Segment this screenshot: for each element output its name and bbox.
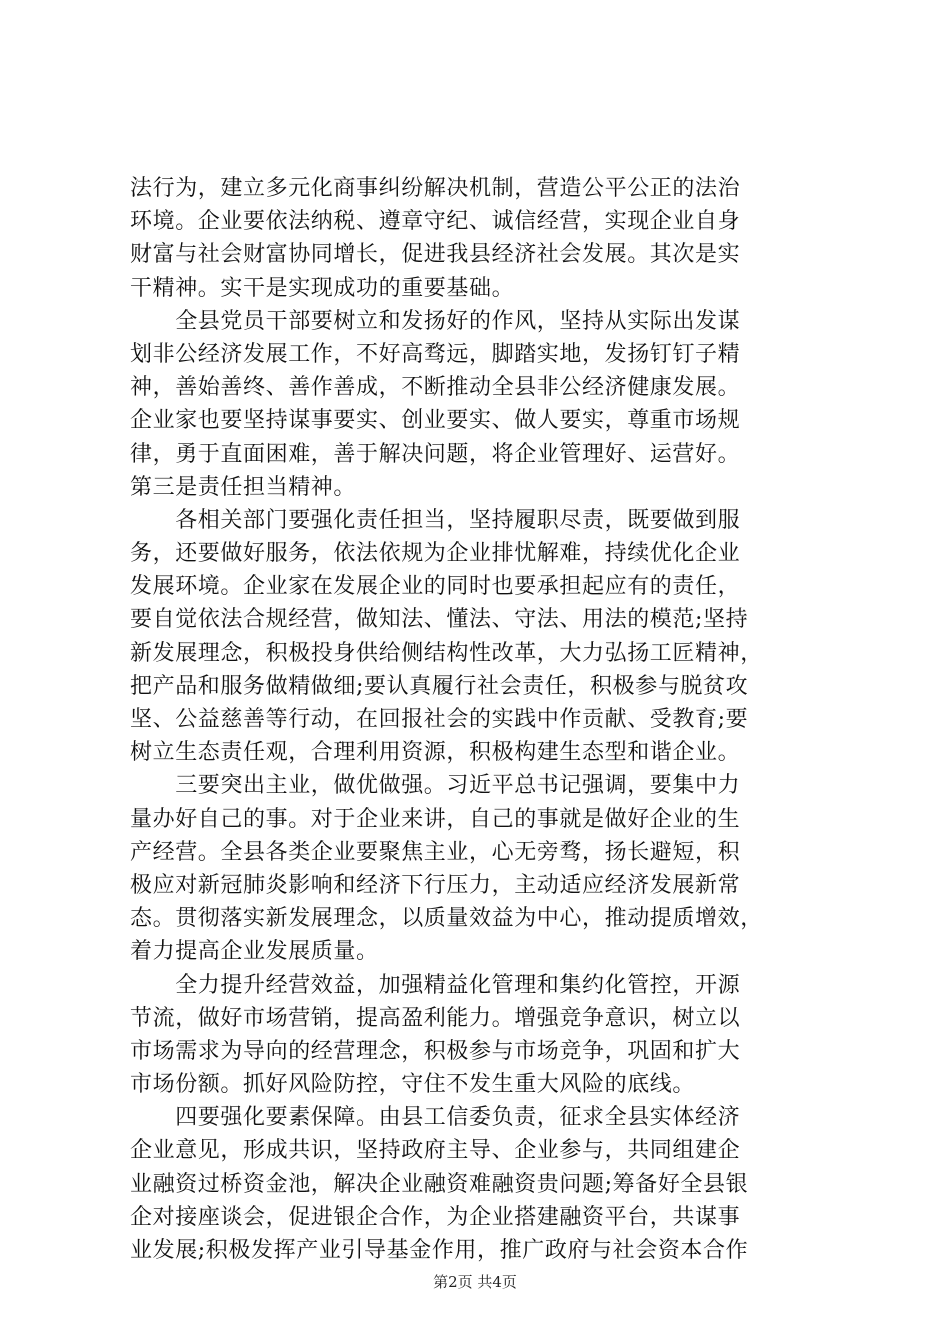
document-body xyxy=(130,172,830,1267)
text-line: 节流，做好市场营销，提高盈利能力。增强竞争意识，树立以 xyxy=(130,1005,741,1031)
text-line: 产经营。全县各类企业要聚焦主业，心无旁骛，扬长避短，积 xyxy=(130,839,741,865)
text-line: 业融资过桥资金池，解决企业融资难融资贵问题;筹备好全县银 xyxy=(130,1171,749,1197)
text-line: 市场份额。抓好风险防控，守住不发生重大风险的底线。 xyxy=(130,1072,696,1098)
text-line: 量办好自己的事。对于企业来讲，自己的事就是做好企业的生 xyxy=(130,806,741,832)
text-line: 坚、公益慈善等行动，在回报社会的实践中作贡献、受教育;要 xyxy=(130,707,749,732)
text-line: 发展环境。企业家在发展企业的同时也要承担起应有的责任， xyxy=(130,574,741,600)
page-number-indicator: 第2页 共4页 xyxy=(433,1273,517,1291)
text-line: 干精神。实干是实现成功的重要基础。 xyxy=(130,275,515,301)
text-line: 神，善始善终、善作善成，不断推动全县非公经济健康发展。 xyxy=(130,375,741,401)
text-line: 财富与社会财富协同增长，促进我县经济社会发展。其次是实 xyxy=(130,242,741,268)
text-line: 树立生态责任观，合理利用资源，积极构建生态型和谐企业。 xyxy=(130,740,741,766)
text-line: 着力提高企业发展质量。 xyxy=(130,939,379,965)
text-line: 业发展;积极发挥产业引导基金作用，推广政府与社会资本合作 xyxy=(130,1238,749,1263)
text-line: 律，勇于直面困难，善于解决问题，将企业管理好、运营好。 xyxy=(130,441,741,467)
text-line: 态。贯彻落实新发展理念，以质量效益为中心，推动提质增效， xyxy=(130,906,763,932)
text-line: 各相关部门要强化责任担当，坚持履职尽责，既要做到服 xyxy=(130,507,741,533)
text-line: 市场需求为导向的经营理念，积极参与市场竞争，巩固和扩大 xyxy=(130,1038,741,1064)
text-line: 全县党员干部要树立和发扬好的作风，坚持从实际出发谋 xyxy=(130,308,741,334)
text-line: 新发展理念，积极投身供给侧结构性改革，大力弘扬工匠精神， xyxy=(130,640,763,666)
text-line: 极应对新冠肺炎影响和经济下行压力，主动适应经济发展新常 xyxy=(130,872,741,898)
text-line: 企对接座谈会，促进银企合作，为企业搭建融资平台，共谋事 xyxy=(130,1204,741,1230)
text-line: 第三是责任担当精神。 xyxy=(130,474,357,500)
text-line: 企业意见，形成共识，坚持政府主导、企业参与，共同组建企 xyxy=(130,1138,741,1164)
text-line: 划非公经济发展工作，不好高骛远，脚踏实地，发扬钉钉子精 xyxy=(130,341,741,367)
text-line: 把产品和服务做精做细;要认真履行社会责任，积极参与脱贫攻 xyxy=(130,673,749,699)
text-line: 务，还要做好服务，依法依规为企业排忧解难，持续优化企业 xyxy=(130,541,741,567)
text-line: 环境。企业要依法纳税、遵章守纪、诚信经营，实现企业自身 xyxy=(130,209,741,235)
page-footer xyxy=(0,1271,950,1292)
text-line: 法行为，建立多元化商事纠纷解决机制，营造公平公正的法治 xyxy=(130,176,741,201)
text-line: 四要强化要素保障。由县工信委负责，征求全县实体经济 xyxy=(130,1105,741,1131)
text-line: 要自觉依法合规经营，做知法、懂法、守法、用法的模范;坚持 xyxy=(130,607,749,633)
text-line: 企业家也要坚持谋事要实、创业要实、做人要实，尊重市场规 xyxy=(130,408,741,434)
text-line: 三要突出主业，做优做强。习近平总书记强调，要集中力 xyxy=(130,773,741,799)
text-line: 全力提升经营效益，加强精益化管理和集约化管控，开源 xyxy=(130,972,741,998)
